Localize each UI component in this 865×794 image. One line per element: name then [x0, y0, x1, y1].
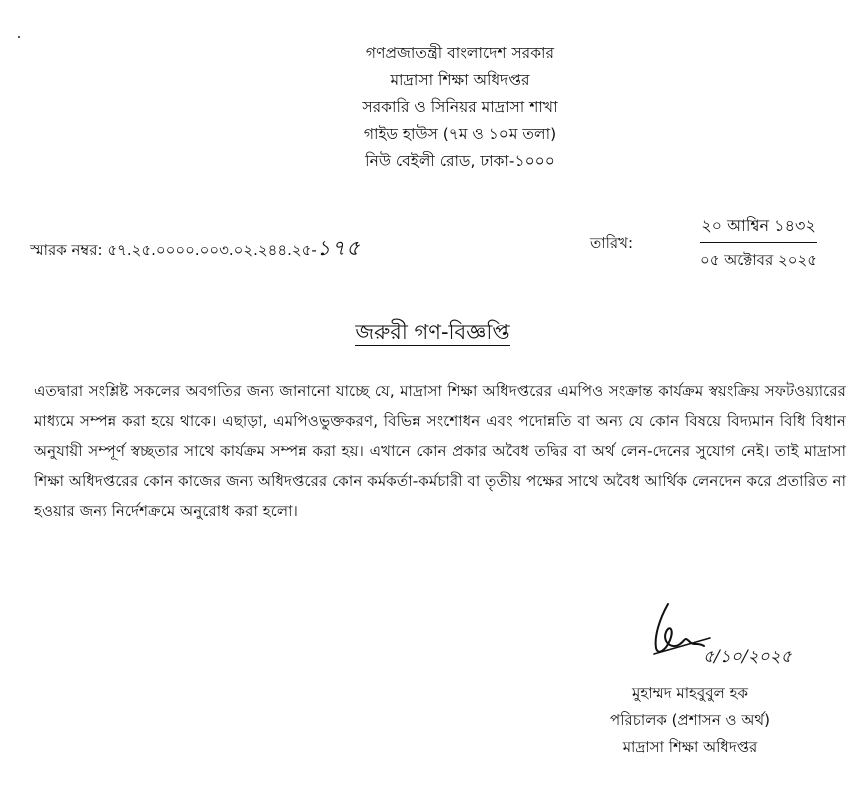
date-label: তারিখ: [590, 234, 634, 252]
memo-handwritten-suffix: ১৭৫ [316, 236, 361, 260]
letterhead-government: গণপ্রজাতন্ত্রী বাংলাদেশ সরকার [365, 44, 555, 62]
scan-speck [18, 36, 20, 38]
notice-title [0, 316, 865, 351]
memo-label: স্মারক নম্বর: [30, 241, 103, 259]
letterhead [260, 40, 660, 175]
notice-title-text: জরুরী গণ-বিজ্ঞপ্তি [355, 320, 510, 344]
signer-designation: পরিচালক (প্রশাসন ও অর্থ) [610, 711, 770, 729]
date-block [700, 213, 817, 274]
signer-block [560, 680, 820, 761]
signer-office: মাদ্রাসা শিক্ষা অধিদপ্তর [622, 738, 758, 756]
signer-name: মুহাম্মদ মাহবুবুল হক [632, 684, 748, 702]
date-english: ০৫ অক্টোবর ২০২৫ [700, 251, 818, 269]
memo-number-line [30, 232, 361, 267]
letterhead-address: নিউ বেইলী রোড, ঢাকা-১০০০ [365, 152, 555, 170]
notice-body: এতদ্বারা সংশ্লিষ্ট সকলের অবগতির জন্য জানানো যাচ্ছে যে, মাদ্রাসা শিক্ষা অধিদপ্তরের এমপিও সংক্রান্ত কার্যক্রম স্বয়ংক্রিয় সফটওয়্যারের মাধ্যমে সম্পন্ন করা হয়ে থাকে। এছাড়া, এমপিওভুক্তকরণ, বিভিন্ন সংশোধন এবং পদোন্নতি বা অন্য যে কোন বিষয়ে বিদ্যমান বিধি বিধান অনুযায়ী সম্পূর্ণ স্বচ্ছতার সাথে কার্যক্রম সম্পন্ন করা হয়। এখানে কোন প্রকার অবৈধ তদ্বির বা অর্থ লেন-দেনের সুযোগ নেই। তাই মাদ্রাসা শিক্ষা অধিদপ্তরের কোন কাজের জন্য অধিদপ্তরের কোন কর্মকর্তা-কর্মচারী বা তৃতীয় পক্ষের সাথে অবৈধ আর্থিক লেনদেন করে প্রতারিত না হওয়ার জন্য নির্দেশক্রমে অনুরোধ করা হলো। [34, 382, 846, 520]
date-bangla: ২০ আশ্বিন ১৪৩২ [700, 213, 817, 243]
memo-number: ৫৭.২৫.০০০০.০০৩.০২.২৪৪.২৫- [107, 241, 317, 259]
letterhead-directorate: মাদ্রাসা শিক্ষা অধিদপ্তর [390, 71, 530, 89]
letterhead-branch: সরকারি ও সিনিয়র মাদ্রাসা শাখা [362, 98, 558, 116]
signature-handwritten-date: ৫/১০/২০২৫ [703, 647, 792, 667]
letterhead-building: গাইড হাউস (৭ম ও ১০ম তলা) [363, 125, 557, 143]
